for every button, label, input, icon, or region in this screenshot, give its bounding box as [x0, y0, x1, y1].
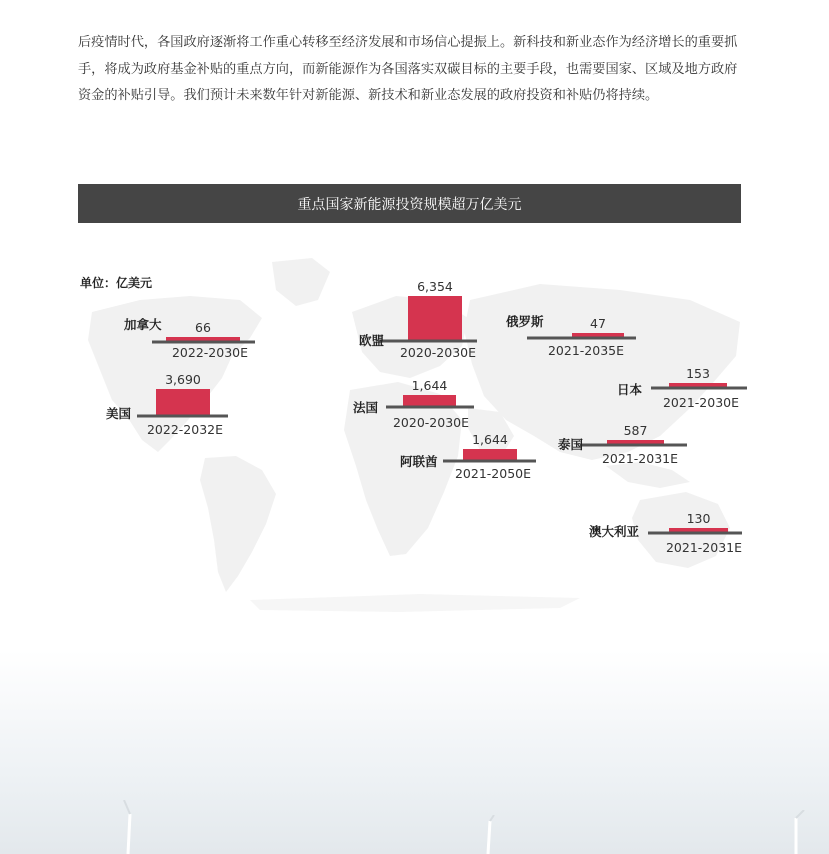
country-label: 日本	[617, 382, 643, 397]
bar	[669, 528, 728, 532]
country-label: 法国	[353, 400, 379, 415]
bar	[403, 395, 456, 406]
period-label: 2021-2031E	[601, 451, 679, 466]
value-label: 6,354	[417, 279, 453, 294]
intro-paragraph: 后疫情时代，各国政府逐渐将工作重心转移至经济发展和市场信心提振上。新科技和新业态作为经济增长的重要抓手，将成为政府基金补贴的重点方向，而新能源作为各国落实双碳目标的主要手段，也需要国家、区域及地方政府资金的补贴引导。我们预计未来数年针对新能源、新技术和新业态发展的政府投资和补贴仍将持续。	[78, 35, 738, 103]
country-label: 加拿大	[124, 317, 162, 332]
country-label: 美国	[106, 406, 132, 421]
country-label: 澳大利亚	[589, 524, 640, 539]
country-label: 欧盟	[359, 333, 385, 348]
value-label: 1,644	[411, 378, 448, 393]
wind-turbine-icon	[470, 815, 510, 854]
period-label: 2022-2032E	[146, 422, 224, 437]
bar	[607, 440, 664, 444]
period-label: 2020-2030E	[399, 345, 477, 360]
chart-title: 重点国家新能源投资规模超万亿美元	[297, 196, 522, 213]
country-label: 阿联酋	[400, 454, 438, 469]
period-label: 2021-2050E	[454, 466, 532, 481]
bar	[669, 383, 727, 387]
bar	[408, 296, 462, 340]
bar	[166, 337, 240, 341]
country-label: 泰国	[558, 437, 584, 452]
period-label: 2021-2031E	[665, 540, 743, 555]
bar	[463, 449, 517, 460]
wind-turbine-icon	[770, 810, 820, 854]
unit-label: 单位：亿美元	[80, 276, 153, 290]
period-label: 2022-2030E	[171, 345, 249, 360]
period-label: 2020-2030E	[392, 415, 470, 430]
bar	[156, 389, 210, 415]
value-label: 66	[195, 320, 211, 335]
value-label: 587	[623, 423, 648, 438]
value-label: 1,644	[472, 432, 508, 447]
country-label: 俄罗斯	[506, 314, 544, 329]
wind-turbine-icon	[100, 800, 160, 854]
period-label: 2021-2035E	[547, 343, 625, 358]
value-label: 130	[686, 511, 711, 526]
period-label: 2021-2030E	[662, 395, 740, 410]
value-label: 47	[590, 316, 606, 331]
value-label: 153	[686, 366, 710, 381]
value-label: 3,690	[165, 372, 201, 387]
bar	[572, 333, 624, 337]
